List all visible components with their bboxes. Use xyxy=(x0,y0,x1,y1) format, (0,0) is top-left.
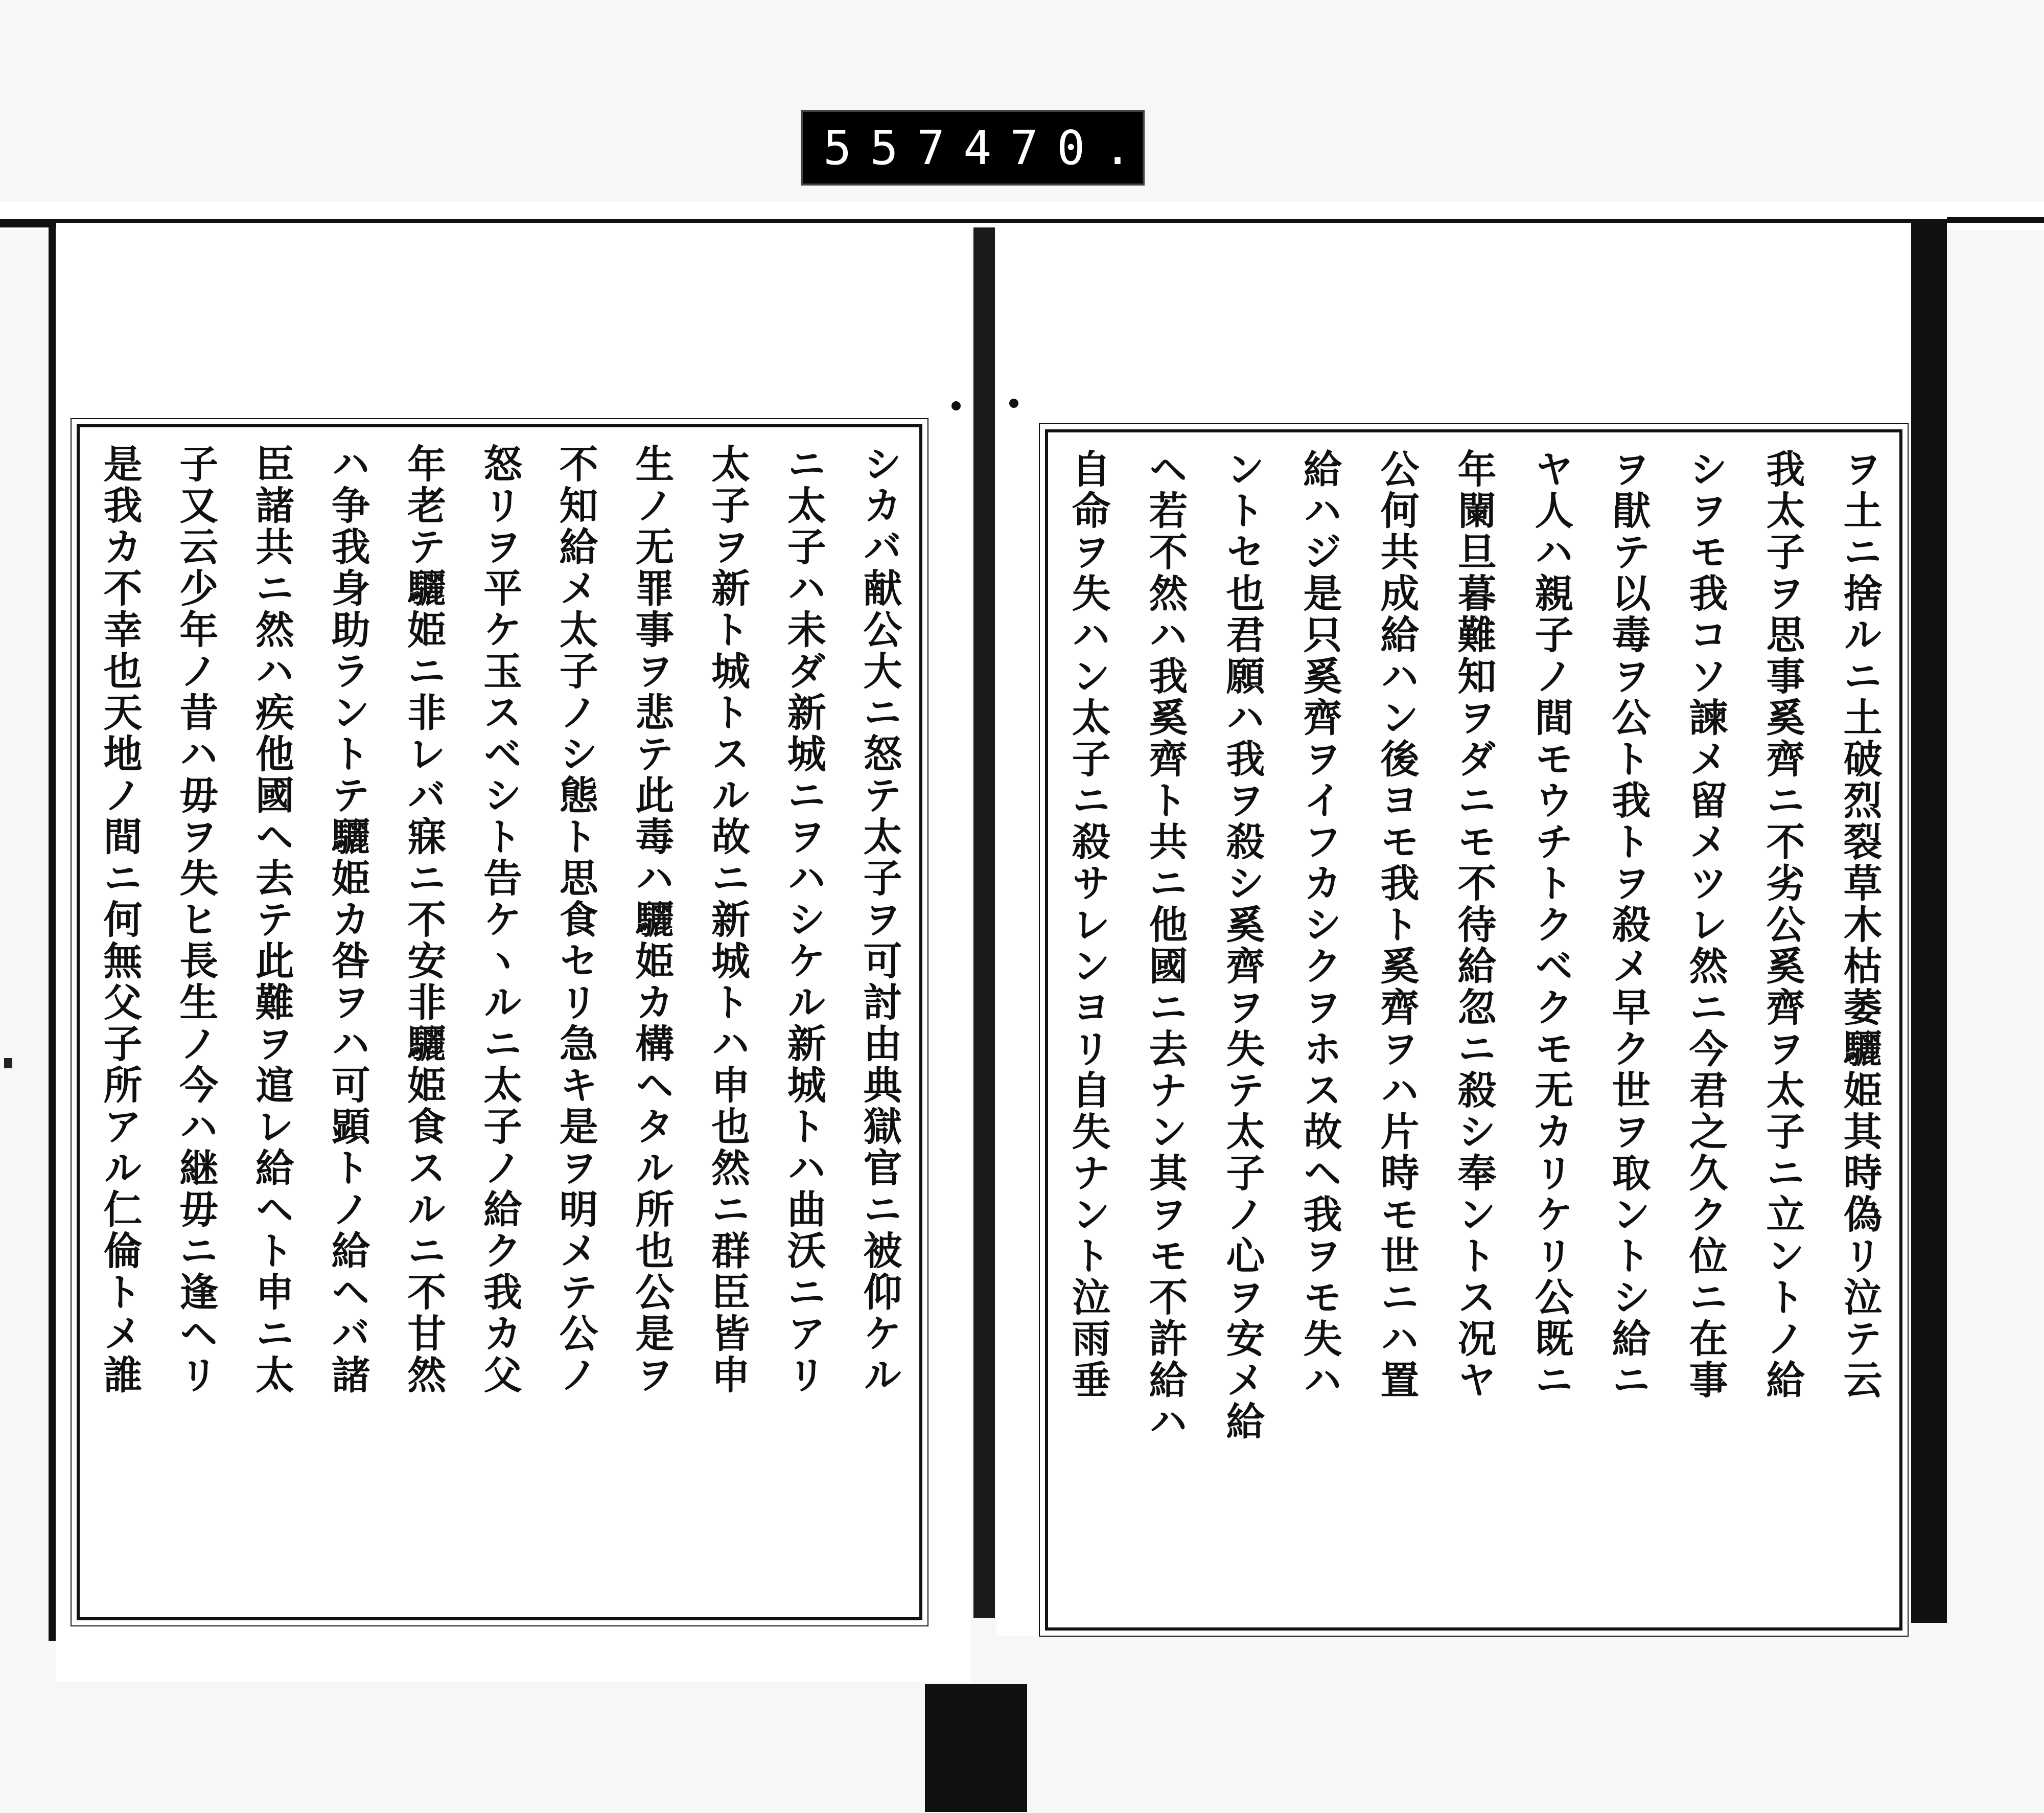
left-col-8: ハ争我身助ラントテ驪姫カ咎ヲハ可顕トノ給ヘバ諸 xyxy=(325,444,371,1396)
catalog-left-number: 557 xyxy=(823,120,964,175)
left-col-11: 是我カ不幸也天地ノ間ニ何無父子所アル仁倫トメ誰 xyxy=(97,444,143,1396)
right-col-6: 年闌旦暮難知ヲダニモ不待給忽ニ殺シ奉ントス况ヤ xyxy=(1451,449,1497,1401)
left-col-9: 臣諸共ニ然ハ疾他國ヘ去テ此難ヲ逭レ給ヘト申ニ太 xyxy=(249,444,295,1396)
right-page-text-block xyxy=(1045,429,1902,1631)
right-col-3: シヲモ我コソ諫メ留メツレ然ニ今君之久ク位ニ在事 xyxy=(1683,449,1728,1401)
right-col-4: ヲ猒テ以毒ヲ公ト我トヲ殺メ早ク世ヲ取ントシ給ニ xyxy=(1606,449,1651,1401)
catalog-label xyxy=(801,110,1150,186)
left-margin-dot xyxy=(951,401,961,410)
right-col-9: ントセ也君願ハ我ヲ殺シ奚齊ヲ失テ太子ノ心ヲ安メ給 xyxy=(1220,449,1265,1442)
left-col-3: 太子ヲ新ト城トスル故ニ新城トハ申也然ニ群臣皆申 xyxy=(705,444,751,1396)
left-col-4: 生ノ无罪事ヲ悲テ此毒ハ驪姫カ構ヘタル所也公是ヲ xyxy=(629,444,675,1396)
scan-rule-line xyxy=(0,219,2044,223)
left-col-5: 不知給メ太子ノシ態ト思食セリ急キ是ヲ明メテ公ノ xyxy=(553,444,599,1396)
left-col-1: シカバ献公大ニ怒テ太子ヲ可討由典獄官ニ被仰ケル xyxy=(856,444,902,1396)
gutter-shadow xyxy=(973,227,995,1618)
right-margin-dot xyxy=(1009,399,1018,408)
gutter-binding-block xyxy=(925,1684,1027,1812)
left-col-10: 子又云少年ノ昔ハ毋ヲ失ヒ長生ノ今ハ継毋ニ逢ヘリ xyxy=(173,444,219,1396)
right-col-2: 我太子ヲ思事奚齊ニ不劣公奚齊ヲ太子ニ立ントノ給 xyxy=(1760,449,1805,1401)
right-page-edge xyxy=(1911,220,1947,1623)
right-col-11: 自命ヲ失ハン太子ニ殺サレンヨリ自失ナント泣雨垂 xyxy=(1065,449,1111,1401)
left-leaf-edge xyxy=(49,225,56,1641)
left-col-6: 怒リヲ平ケ玉スベシト告ケヽルニ太子ノ給ク我カ父 xyxy=(477,444,523,1396)
left-col-7: 年老テ驪姫ニ非レバ寐ニ不安非驪姫食スルニ不甘然 xyxy=(401,444,447,1396)
left-edge-mark xyxy=(4,1058,12,1068)
left-col-2: ニ太子ハ未ダ新城ニヲハシケル新城トハ曲沃ニアリ xyxy=(781,444,827,1396)
right-col-10: ヘ若不然ハ我奚齊ト共ニ他國ニ去ナン其ヲモ不許給ハ xyxy=(1143,449,1188,1442)
right-col-8: 給ハジ是只奚齊ヲイフカシクヲホス故ヘ我ヲモ失ハ xyxy=(1297,449,1342,1401)
right-col-7: 公何共成給ハン後ヨモ我ト奚齊ヲハ片時モ世ニハ置 xyxy=(1374,449,1420,1401)
left-page-text-block xyxy=(77,424,922,1620)
catalog-right-number: 470. xyxy=(963,120,1150,175)
right-book-edge xyxy=(1947,217,2044,222)
right-col-1: ヲ土ニ捨ルニ土破烈裂草木枯萎驪姫其時偽リ泣テ云 xyxy=(1837,449,1883,1401)
left-book-edge xyxy=(0,222,56,227)
right-col-5: ヤ人ハ親子ノ間モウチトクベクモ无カリケリ公既ニ xyxy=(1528,449,1574,1401)
